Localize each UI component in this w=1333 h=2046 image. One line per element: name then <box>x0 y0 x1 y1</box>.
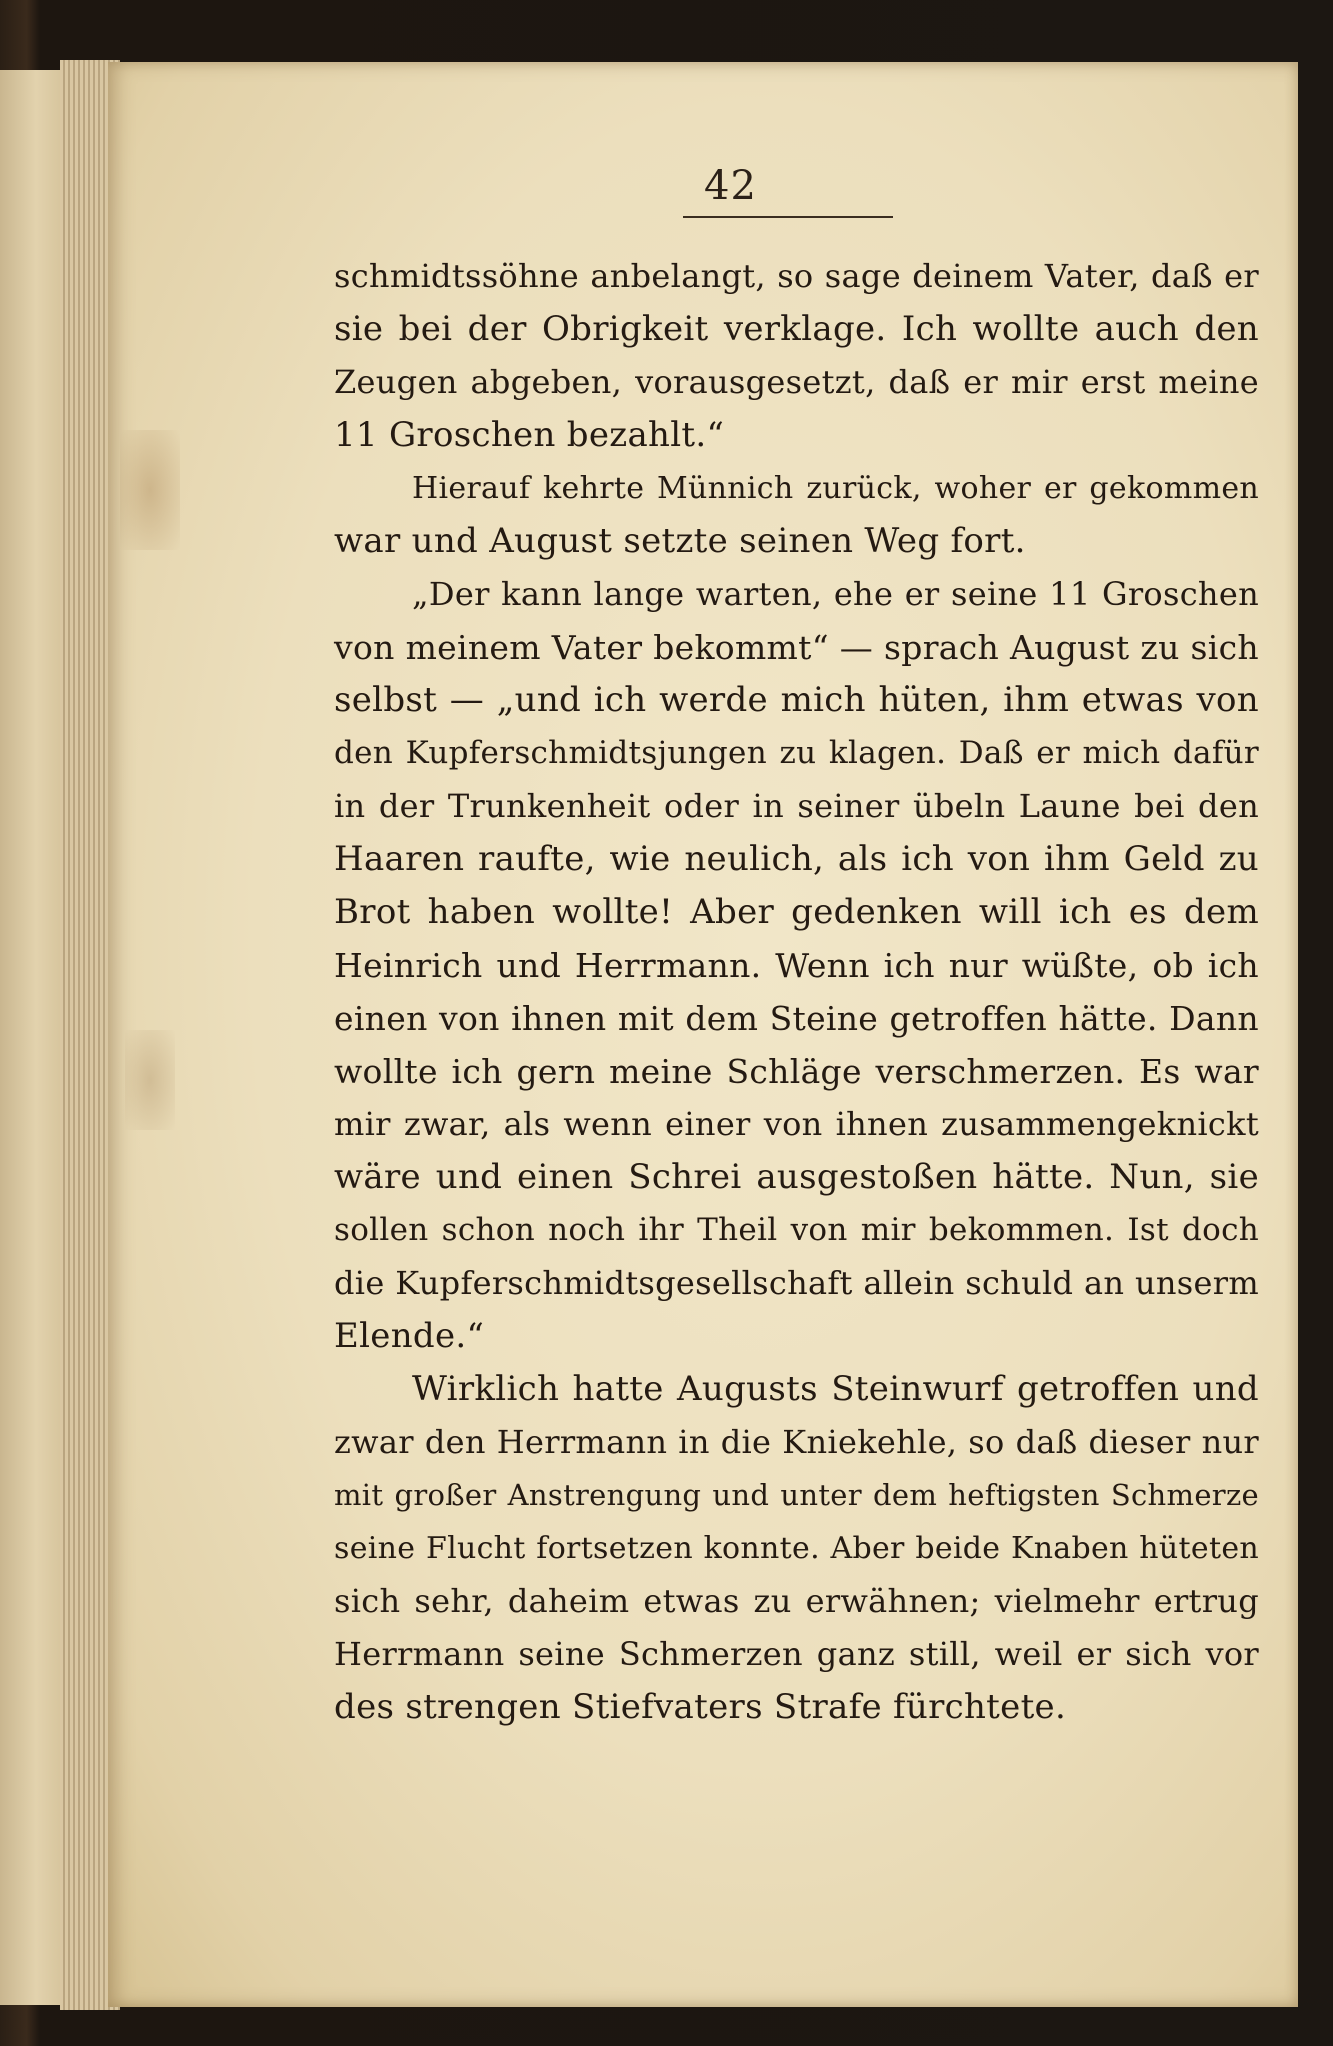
text-line: sich sehr, daheim etwas zu erwähnen; vielmehr ertrug <box>334 1582 1259 1620</box>
text-line: die Kupferschmidtsgesellschaft allein schuld an unserm <box>334 1264 1259 1302</box>
text-line: schmidtssöhne anbelangt, so sage deinem Vater, daß er <box>334 257 1259 295</box>
text-line: mit großer Anstrengung und unter dem heftigsten Schmerze <box>334 1478 1259 1512</box>
text-line: Herrmann seine Schmerzen ganz still, weil er sich vor <box>334 1635 1259 1673</box>
text-line: einen von ihnen mit dem Steine getroffen hätte. Dann <box>334 999 1259 1038</box>
text-line: in der Trunkenheit oder in seiner übeln Laune bei den <box>334 787 1259 825</box>
paper-stain <box>125 1030 175 1130</box>
paper-stain <box>120 430 180 550</box>
text-line: wäre und einen Schrei ausgestoßen hätte. Nun, sie <box>334 1157 1259 1197</box>
text-line: Elende.“ <box>334 1316 485 1356</box>
text-line: den Kupferschmidtsjungen zu klagen. Daß er mich dafür <box>334 735 1259 771</box>
text-line: Wirklich hatte Augusts Steinwurf getroffen und <box>412 1369 1259 1409</box>
text-line: Hierauf kehrte Münnich zurück, woher er gekommen <box>412 471 1259 506</box>
text-line: wollte ich gern meine Schläge verschmerzen. Es war <box>334 1052 1259 1091</box>
header-rule <box>683 216 893 218</box>
text-line: mir zwar, als wenn einer von ihnen zusammengeknickt <box>334 1105 1259 1143</box>
text-line: seine Flucht fortsetzen konnte. Aber beide Knaben hüteten <box>334 1531 1259 1566</box>
text-line: „Der kann lange warten, ehe er seine 11 Groschen <box>412 575 1259 613</box>
text-line: Brot haben wollte! Aber gedenken will ich es dem <box>334 892 1259 932</box>
text-line: Zeugen abgeben, vorausgesetzt, daß er mir erst meine <box>334 363 1259 401</box>
text-line: war und August setzte seinen Weg fort. <box>334 521 1026 561</box>
text-line: 11 Groschen bezahlt.“ <box>334 415 725 455</box>
text-line: von meinem Vater bekommt“ — sprach August zu sich <box>334 628 1259 667</box>
text-line: des strengen Stiefvaters Strafe fürchtete. <box>334 1687 1067 1727</box>
text-line: zwar den Herrmann in die Kniekehle, so daß dieser nur <box>334 1423 1259 1461</box>
page-number: 42 <box>704 163 757 209</box>
text-line: Heinrich und Herrmann. Wenn ich nur wüßte, ob ich <box>334 946 1259 985</box>
text-line: sie bei der Obrigkeit verklage. Ich wollte auch den <box>334 309 1259 349</box>
text-line: selbst — „und ich werde mich hüten, ihm etwas von <box>334 680 1259 720</box>
text-line: sollen schon noch ihr Theil von mir bekommen. Ist doch <box>334 1212 1259 1248</box>
text-line: Haaren raufte, wie neulich, als ich von ihm Geld zu <box>334 839 1259 879</box>
body-text <box>334 250 1259 1734</box>
